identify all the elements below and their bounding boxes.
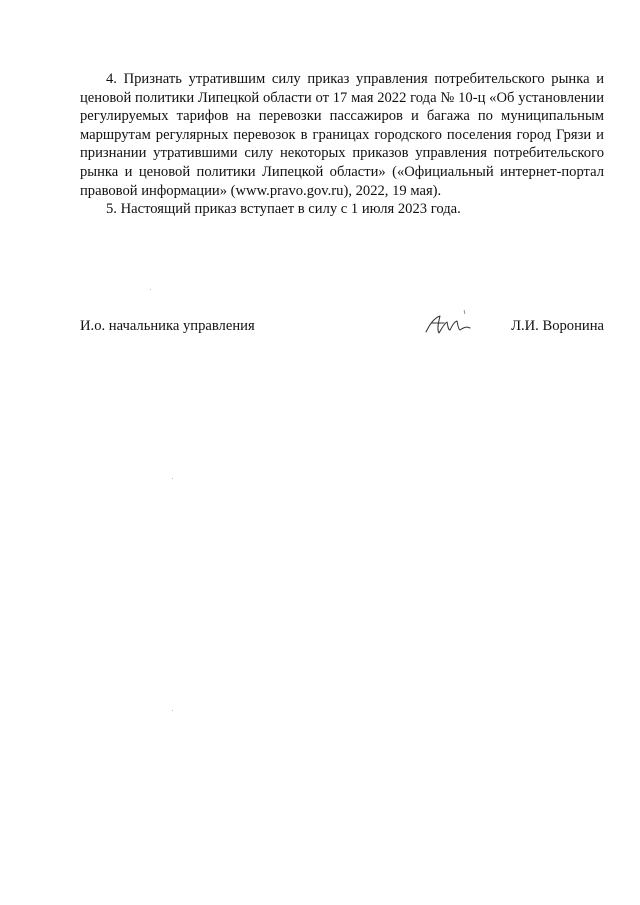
signatory-position: И.о. начальника управления <box>80 318 255 334</box>
paragraph-item-4: 4. Признать утратившим силу приказ управления потребительского рынка и ценовой политики Липецкой области от 17 мая 2022 года № 10-ц «Об установлении регулируемых тарифов на перевозки пассажиров и багажа по муниципальным маршрутам регулярных перевозок в границах городского поселения город Грязи и признании утратившими силу некоторых приказов управления потребительского рынка и ценовой политики Липецкой области» («Официальный интернет-портал правовой информации» (www.pravo.gov.ru), 2022, 19 мая). <box>80 71 604 199</box>
signatory-name: Л.И. Воронина <box>511 318 604 334</box>
document-body <box>80 70 604 219</box>
paragraph-item-5: 5. Настоящий приказ вступает в силу с 1 июля 2023 года. <box>106 201 461 218</box>
scan-speck <box>172 478 173 479</box>
scan-speck <box>150 289 151 290</box>
signature-block <box>80 318 604 344</box>
scan-speck <box>172 710 173 711</box>
handwritten-signature-icon <box>420 306 476 340</box>
